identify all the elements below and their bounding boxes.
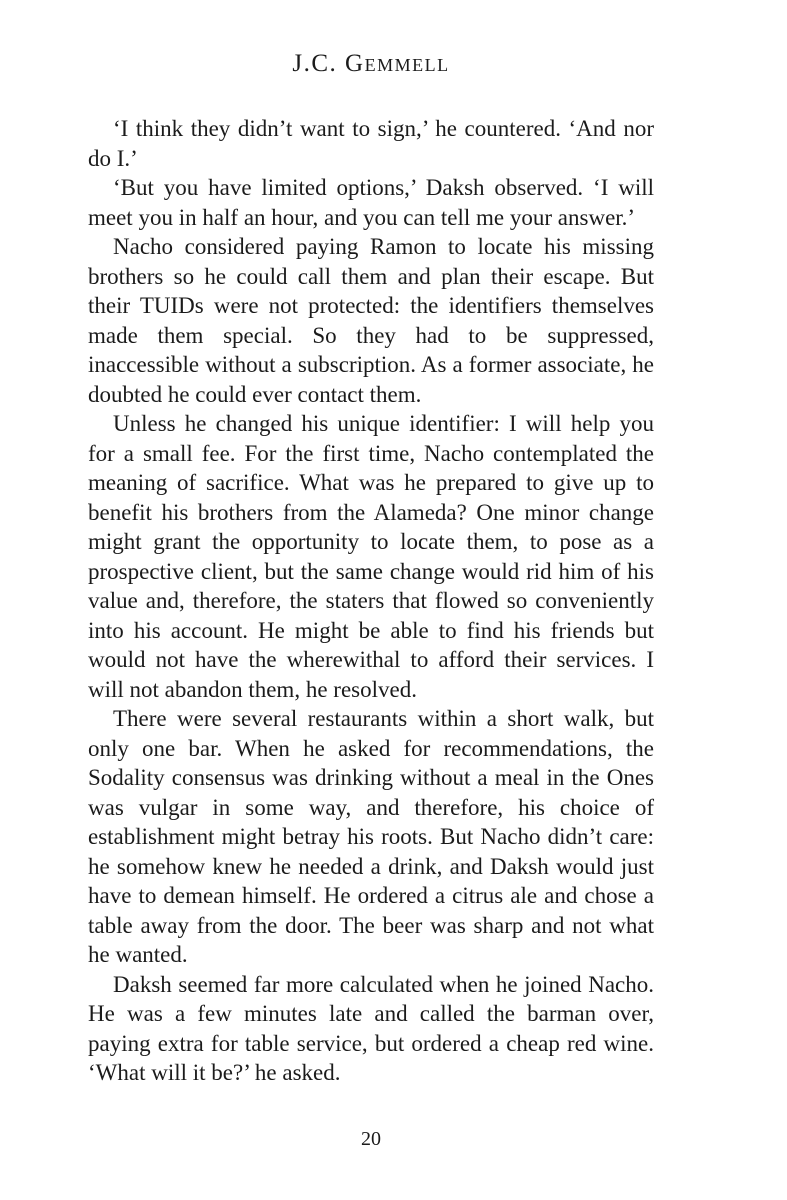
paragraph: ‘But you have limited options,’ Daksh observed. ‘I will meet you in half an hour, and you can tell me your answer.’ xyxy=(88,175,654,230)
paragraph: Nacho considered paying Ramon to locate his missing brothers so he could call them and plan their escape. But their TUIDs were not protected: the identifiers themselves made them special. So they had to be suppressed, inaccessible without a subscription. As a former associate, he doubted he could ever contact them. xyxy=(88,234,654,407)
paragraph: There were several restaurants within a short walk, but only one bar. When he asked for recommendations, the Sodality consensus was drinking without a meal in the Ones was vulgar in some way, and therefore, his choice of establishment might betray his roots. But Nacho didn’t care: he somehow knew he needed a drink, and Daksh would just have to demean himself. He ordered a citrus ale and chose a table away from the door. The beer was sharp and not what he wanted. xyxy=(88,706,654,967)
page-number: 20 xyxy=(361,1128,381,1150)
running-header-author: J.C. Gemmell xyxy=(292,50,450,77)
paragraph: Daksh seemed far more calculated when he joined Nacho. He was a few minutes late and called the barman over, paying extra for table service, but ordered a cheap red wine. ‘What will it be?’ he asked. xyxy=(88,971,654,1085)
paragraph: Unless he changed his unique identifier: I will help you for a small fee. For the first time, Nacho contemplated the meaning of sacrifice. What was he prepared to give up to benefit his brothers from the Alameda? One minor change might grant the opportunity to locate them, to pose as a prospective client, but the same change would rid him of his value and, therefore, the staters that flowed so conveniently into his account. He might be able to find his friends but would not have the wherewithal to afford their services. I will not abandon them, he resolved. xyxy=(88,411,654,702)
paragraph: ‘I think they didn’t want to sign,’ he countered. ‘And nor do I.’ xyxy=(88,116,654,171)
body-text xyxy=(88,114,654,1088)
